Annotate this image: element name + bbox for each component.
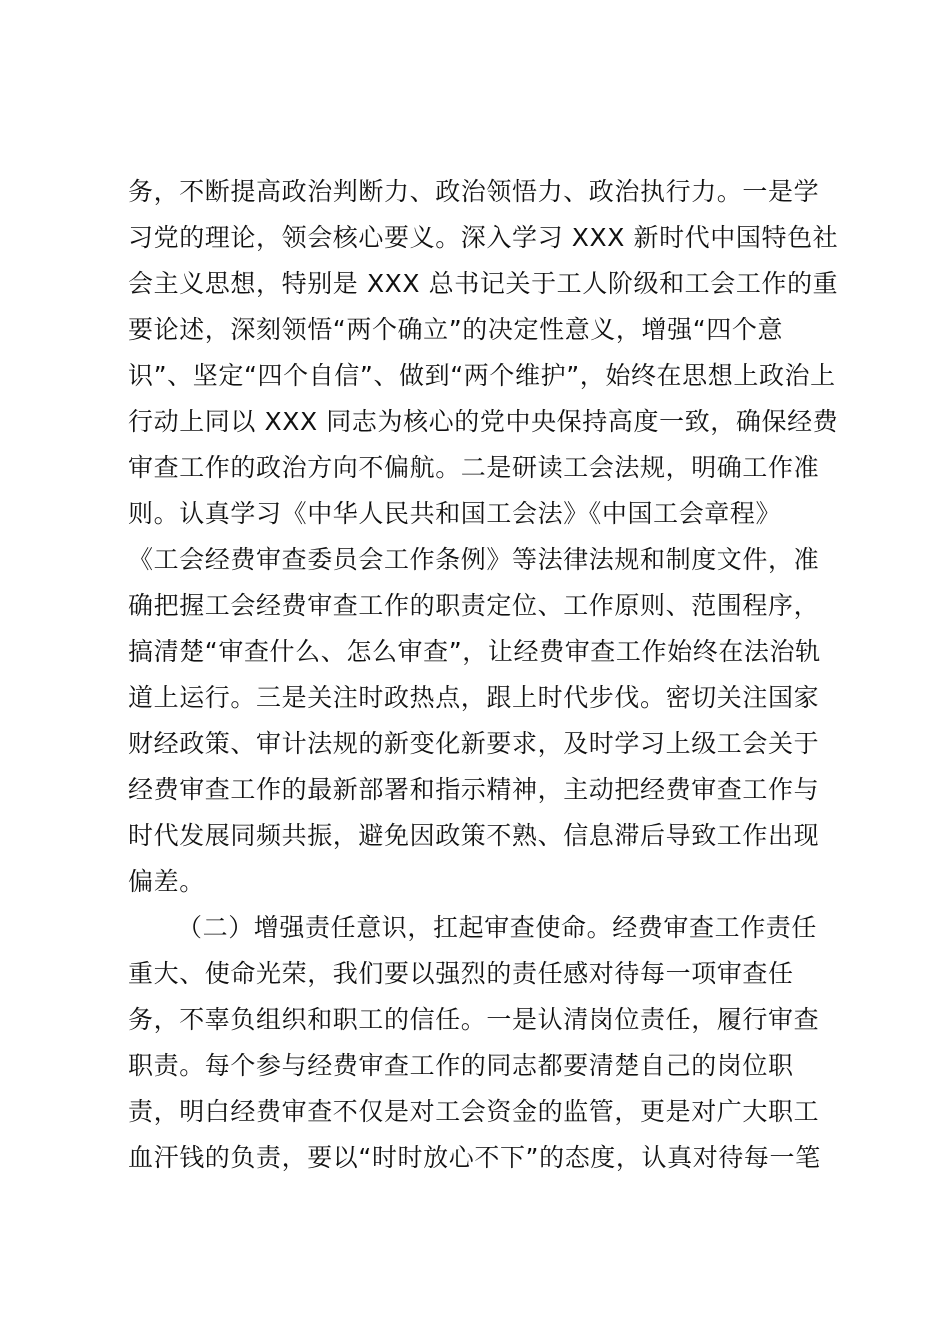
text-line: 血汗钱的负责，要以“时时放心不下”的态度，认真对待每一笔 xyxy=(128,1143,821,1172)
text-line: 审查工作的政治方向不偏航。二是研读工会法规，明确工作准 xyxy=(128,453,820,482)
text-line: 务，不断提高政治判断力、政治领悟力、政治执行力。一是学 xyxy=(128,177,820,206)
text-line: 偏差。 xyxy=(128,867,205,896)
text-line: 道上运行。三是关注时政热点，跟上时代步伐。密切关注国家 xyxy=(128,683,820,712)
text-line: 搞清楚“审查什么、怎么审查”，让经费审查工作始终在法治轨 xyxy=(128,637,821,666)
text-line: 时代发展同频共振，避免因政策不熟、信息滞后导致工作出现 xyxy=(128,821,820,850)
text-line: 责，明白经费审查不仅是对工会资金的监管，更是对广大职工 xyxy=(128,1097,820,1126)
text-line: 会主义思想，特别是 XXX 总书记关于工人阶级和工会工作的重 xyxy=(128,269,839,298)
text-line: 习党的理论，领会核心要义。深入学习 XXX 新时代中国特色社 xyxy=(128,223,839,252)
text-line: 财经政策、审计法规的新变化新要求，及时学习上级工会关于 xyxy=(128,729,820,758)
text-line: 则。认真学习《中华人民共和国工会法》《中国工会章程》 xyxy=(128,499,782,528)
text-line: 《工会经费审查委员会工作条例》等法律法规和制度文件，准 xyxy=(128,545,820,574)
section-heading-line: （二）增强责任意识，扛起审查使命。经费审查工作责任 xyxy=(177,913,818,942)
text-line: 确把握工会经费审查工作的职责定位、工作原则、范围程序， xyxy=(128,591,820,620)
text-line: 重大、使命光荣，我们要以强烈的责任感对待每一项审查任 xyxy=(128,959,794,988)
text-line: 务，不辜负组织和职工的信任。一是认清岗位责任，履行审查 xyxy=(128,1005,820,1034)
body-text xyxy=(128,169,838,1181)
text-line: 要论述，深刻领悟“两个确立”的决定性意义，增强“四个意 xyxy=(128,315,784,344)
text-line: 职责。每个参与经费审查工作的同志都要清楚自己的岗位职 xyxy=(128,1051,794,1080)
text-line: 行动上同以 XXX 同志为核心的党中央保持高度一致，确保经费 xyxy=(128,407,839,436)
text-line: 识”、坚定“四个自信”、做到“两个维护”，始终在思想上政治上 xyxy=(128,361,836,390)
text-line: 经费审查工作的最新部署和指示精神，主动把经费审查工作与 xyxy=(128,775,820,804)
